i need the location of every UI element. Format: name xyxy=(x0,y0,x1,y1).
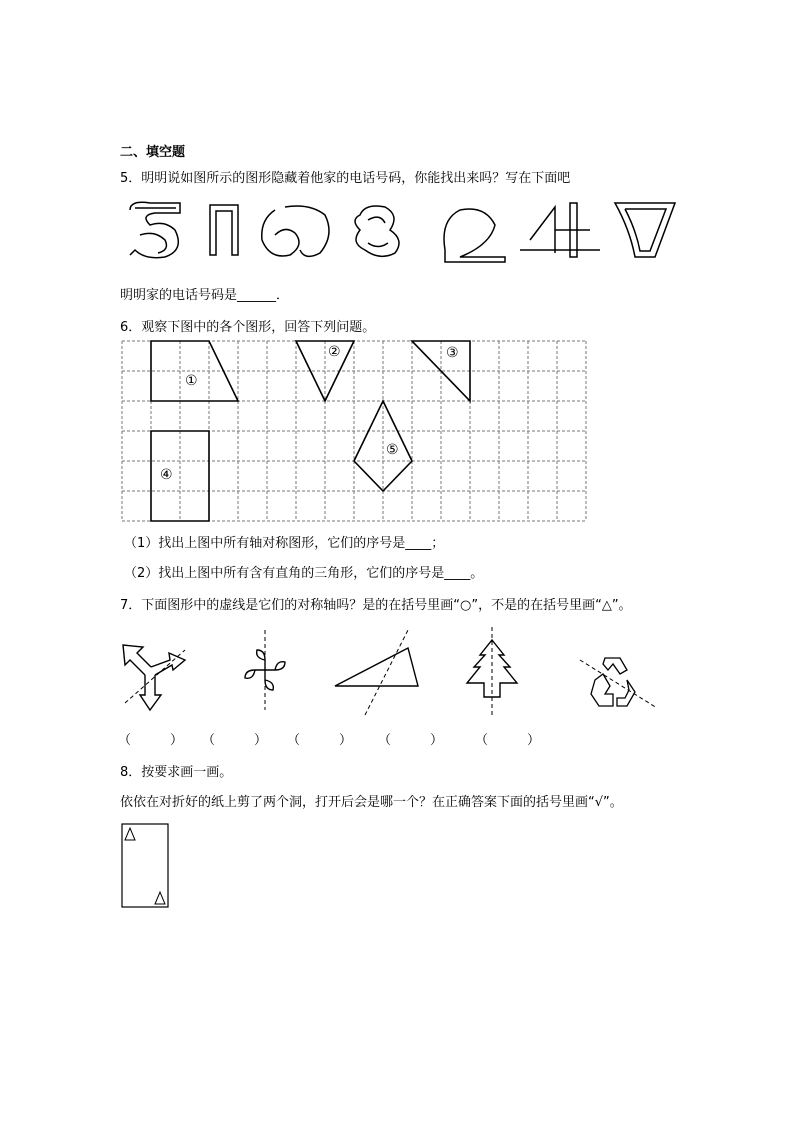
q7-figure-2-pinwheel xyxy=(235,628,295,713)
q6-sub1: （1）找出上图中所有轴对称图形，它们的序号是____； xyxy=(124,536,445,551)
q6-text: 6．观察下图中的各个图形，回答下列问题。 xyxy=(120,320,376,335)
q7-bracket-5[interactable]: （ ） xyxy=(475,733,541,748)
q6-sub2: （2）找出上图中所有含有直角的三角形，它们的序号是____。 xyxy=(124,566,484,581)
shape-5-label: ⑤ xyxy=(386,442,399,458)
folded-paper-figure xyxy=(120,822,175,912)
q7-bracket-4[interactable]: （ ） xyxy=(378,733,444,748)
shape-3-label: ③ xyxy=(446,345,459,361)
hidden-digits-figure xyxy=(110,195,690,270)
q7-figure-3-triangle xyxy=(330,630,425,715)
q8-desc: 依依在对折好的纸上剪了两个洞，打开后会是哪一个？在正确答案下面的括号里画“√”。 xyxy=(120,795,623,810)
shape-grid xyxy=(120,339,590,524)
q8-text: 8．按要求画一画。 xyxy=(120,765,233,780)
q7-bracket-1[interactable]: （ ） xyxy=(118,733,184,748)
q7-bracket-3[interactable]: （ ） xyxy=(287,733,353,748)
q5-text: 5．明明说如图所示的图形隐藏着他家的电话号码，你能找出来吗？写在下面吧 xyxy=(120,171,571,186)
shape-1-label: ① xyxy=(185,373,198,389)
q7-figure-4-tree xyxy=(462,625,522,720)
q7-figure-5-recycle xyxy=(575,650,660,715)
section-title: 二、填空题 xyxy=(120,145,186,160)
shape-2-label: ② xyxy=(328,344,341,360)
shape-4-label: ④ xyxy=(160,467,173,483)
q7-bracket-2[interactable]: （ ） xyxy=(202,733,268,748)
q7-text: 7．下面图形中的虚线是它们的对称轴吗？是的在括号里画“○”，不是的在括号里画“△”。 xyxy=(120,598,632,613)
q7-figure-1-arrows xyxy=(115,635,195,715)
q5-answer-line: 明明家的电话号码是______． xyxy=(120,288,290,303)
